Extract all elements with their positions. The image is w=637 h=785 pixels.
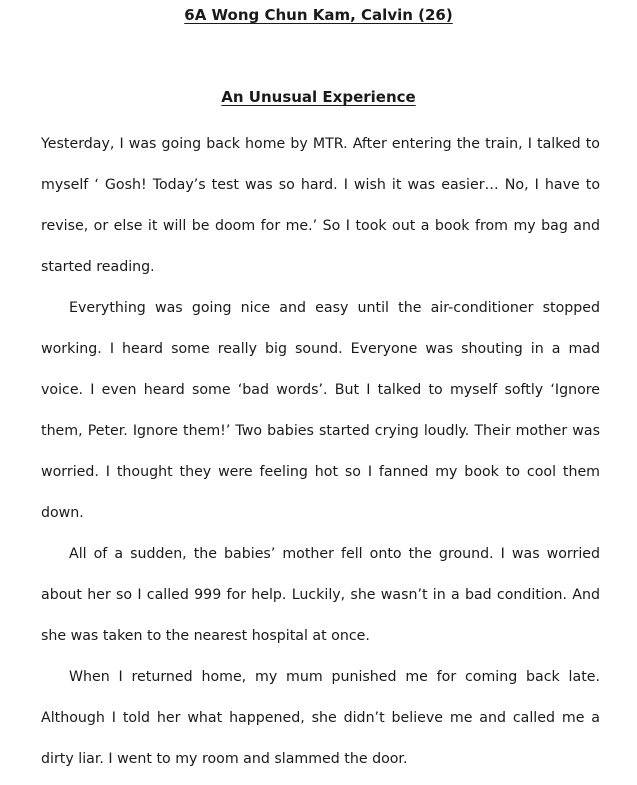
paragraph-2: Everything was going nice and easy until the air-conditioner stopped working. I heard some really big sound. Everyone was shouting in a mad voice. I even heard some ‘bad words’. But I talked to myself softly ‘Ignore them, Peter. Ignore them!’ Two babies started crying loudly. Their mother was worried. I thought they were feeling hot so I fanned my book to cool them down. [41, 300, 600, 521]
paragraph-3: All of a sudden, the babies’ mother fell onto the ground. I was worried about her so I called 999 for help. Luckily, she wasn’t in a bad condition. And she was taken to the nearest hospital at once. [41, 546, 600, 644]
author-heading: 6A Wong Chun Kam, Calvin (26) [184, 6, 453, 24]
essay-title: An Unusual Experience [221, 88, 416, 106]
paragraph-4: When I returned home, my mum punished me for coming back late. Although I told her what happened, she didn’t believe me and called me a dirty liar. I went to my room and slammed the door. [41, 669, 600, 767]
essay-body [41, 124, 600, 780]
paragraph-1: Yesterday, I was going back home by MTR. After entering the train, I talked to myself ‘ Gosh! Today’s test was so hard. I wish it was easier… No, I have to revise, or else it will be doom for me.’ So I took out a book from my bag and started reading. [41, 136, 600, 275]
